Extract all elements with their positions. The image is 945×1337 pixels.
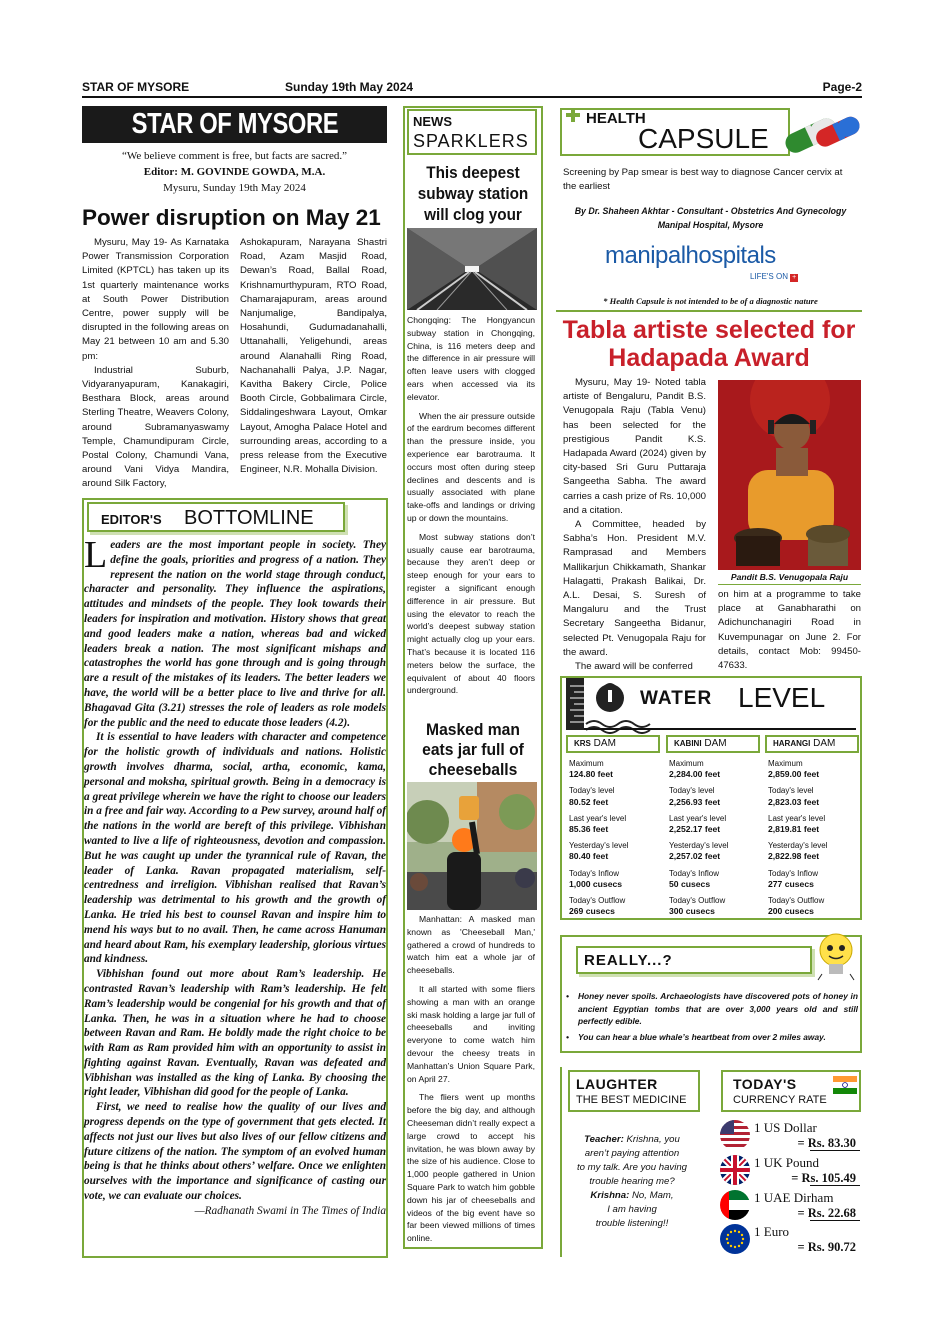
dam-krs: [566, 735, 660, 917]
editorial-para-2: It is essential to have leaders with character and competence for the holistic growth of individuals and nations. Holistic growth involves dharma, social, artha, economic, kama, personal and moksha, spiritual growth. Being in a democracy is a great privilege wherein we have the right to choose our leaders in a free and fair way. According to a Pew survey, around half of the nations in the world are bereft of this privilege. Vibhishan wanted to live a life of righteousness, devotion and compassion. But he was caught up under the tyrannical rule of Ravan, the leader of Lanka. Ravan propagated materialism, self-centredness and irreligion. Vibhishan realised that Ravan’s leadership was detrimental to his growth and the growth of Lanka. He tried his best to counsel Ravan and inspire him to mend his ways but to no avail. Then, he came across Hanuman and heard about Ram, his exemplary leadership, glorious virtues and kindness.: [84, 731, 386, 966]
bullet-icon: •: [566, 991, 569, 1001]
plus-icon: +: [792, 274, 797, 281]
currency-value: = Rs. 83.30: [797, 1136, 856, 1150]
masthead-banner: [82, 106, 387, 143]
tabla-para-4: on him at a programme to take place at Ganabharathi on Adichunchanagiri Road in Kuvempunagar on June 2. For details, contact Mob: 99450-47633.: [718, 589, 861, 672]
page-header: [82, 78, 862, 98]
masthead-info: [82, 148, 387, 196]
header-paper-name: STAR OF MYSORE: [82, 80, 190, 94]
currency-row-aed: [718, 1188, 860, 1220]
news-headline-2: Masked man eats jar full of cheeseballs: [422, 720, 524, 779]
news-story-2: [407, 913, 535, 1245]
currency-label: TODAY'S CURRENCY RATE: [721, 1070, 861, 1112]
power-para-1: Mysuru, May 19- As Karnataka Power Transmission Corporation Limited (KPTCL) has taken up its 1st quarterly maintenance works at South Power Distribution Centre, power supply will be disrupted in the following areas on May 21 between 10 am and 5.30 pm:: [82, 237, 229, 362]
eu-flag-icon: [720, 1224, 750, 1254]
power-para-2: Industrial Suburb, Vidyaranyapuram, Kanakagiri, Besthara Block, areas around Sterling Theatre, Weavers Colony, around Subramanyaswamy Temple, Chamundipuram Circle, Postal Colony, Chamundi Vana, around Vani Vidya Mandira, around Silk Factory,: [82, 364, 229, 490]
currency-value: = Rs. 22.68: [797, 1206, 856, 1220]
cheeseball-man-photo: [407, 782, 537, 910]
tabla-para-1: Mysuru, May 19- Noted tabla artiste of Bengaluru, Pandit B.S. Venugopala Raju (Tabla Venu) has been selected for the prestigious Pandit K.S. Hadapada Award (2024) given by city-based Sri Guru Puttaraja Sangeetha Sabha. The award carries a cash prize of Rs. 10,000 and a citation.: [563, 377, 706, 516]
water-label-small: WATER: [640, 688, 713, 709]
manipal-tagline: LIFE'S ON +: [750, 272, 797, 281]
editorial-para-3: Vibhishan found out more about Ram’s leadership. He contrasted Ravan’s leadership with Ram’s leadership. He felt Ram’s leadership would be congenial for his growth and that of Lanka. Then, he was in a situation where he had to choose between Ravan and Ram. He boldly made the right choice to be with Ram as Ram provided him with an opportunity to assist in fighting against Ravan. Eventually, Ravan was defeated and Vibhishan was installed as the king of Lanka. By choosing the right leader, Vibhishan did good for the people of Lanka.: [84, 968, 386, 1099]
laughter-joke: Teacher: Krishna, you aren’t paying attention to my talk. Are you having trouble hearing me? Krishna: No, Mam, I am having trouble listening!!: [576, 1134, 688, 1229]
list-item: • Honey never spoils. Archaeologists have discovered pots of honey in ancient Egyptian tombs that are over 3,000 years old and still perfectly edible.: [566, 991, 858, 1026]
editorial-label: [87, 502, 345, 532]
editorial-label-big: BOTTOMLINE: [184, 507, 314, 529]
power-col-2: Ashokapuram, Narayana Shastri Road, Azam Masjid Road, Dewan’s Road, Ballal Road, Krishnamurthypuram, RTO Road, Chamarajapuram, areas around Nanjumalige, Bandipalya, Hosahundi, Gudumadanahalli, Uttanahalli, Yeligehundi, areas around Alanahalli Ring Road, Nachanahalli Palya, J.P. Nagar, Kavitha Bakery Circle, Police Booth Circle, Gobbalimara Circle, Siddalingeshwara Layout, Omkar Layout, Amogha Palace Hotel and surrounding areas, according to a press release from the Executive Engineer, N.R. Mohalla Division.: [240, 237, 387, 476]
currency-value: = Rs. 105.49: [791, 1171, 856, 1185]
dam-kabini-header: KABINI DAM: [666, 735, 760, 753]
tabla-para-3: The award will be conferred: [575, 661, 693, 673]
tabla-artist-photo: [718, 380, 861, 570]
tabla-col-1: [563, 376, 706, 674]
uk-flag-icon: [720, 1155, 750, 1185]
news-story-1: [407, 314, 535, 697]
dam-harangi-values: Maximum 2,859.00 feet Today's level 2,823.03 feet Last year's level 2,819.81 feet Yesterday's level 2,822.98 feet Today's Inflow 277 cusecs Today's Outflow 200 cusecs: [768, 759, 828, 917]
news-label-big: SPARKLERS: [413, 131, 529, 151]
editorial-dropcap: L: [84, 534, 108, 576]
masthead-motto: “We believe comment is free, but facts are sacred.”: [121, 150, 348, 162]
tabla-photo-caption: Pandit B.S. Venugopala Raju: [718, 572, 861, 585]
tabla-para-2: A Committee, headed by Sabha’s Hon. President M.V. Ramprasad and Members Mallikarjun Chikkamath, Shankar Halagatti, Prakash Balikai, Dr. A.L. Desai, S. Suresh of Mangaluru and the Trust Secretary Sangeetha Bidanur, selected Pt. Venugopala Raju for the award.: [563, 519, 706, 658]
bullet-icon: •: [566, 1031, 569, 1042]
currency-row-gbp: [718, 1153, 860, 1185]
health-text: Screening by Pap smear is best way to diagnose Cancer cervix at the earliest: [563, 167, 843, 192]
masthead-editor: Editor: M. GOVINDE GOWDA, M.A.: [143, 166, 326, 178]
currency-unit: 1 US Dollar: [754, 1120, 817, 1135]
tabla-headline: Tabla artiste selected for Hadapada Award: [562, 316, 856, 372]
health-label-small: HEALTH: [586, 110, 646, 127]
news-label: [407, 109, 537, 155]
editorial-label-small: EDITOR'S: [101, 512, 162, 527]
health-note: * Health Capsule is not intended to be of a diagnostic nature: [603, 296, 818, 306]
news-story-2-para-3: The fliers went up months before the big day, and although Cheeseman didn’t really expect a large crowd to accept his invitation, he was blown away by the size of his audience. Close to 1,000 people gathered in Union Square Park to watch him gobble down his jar of cheeseballs and videos of the big event have so far been viewed millions of times online.: [407, 1092, 535, 1244]
header-date: Sunday 19th May 2024: [285, 80, 414, 94]
dam-harangi-header: HARANGI DAM: [765, 735, 859, 753]
subway-station-photo: [407, 228, 537, 310]
masthead-dateline: Mysuru, Sunday 19th May 2024: [163, 182, 306, 194]
health-label-big: CAPSULE: [638, 123, 769, 154]
list-item: • You can hear a blue whale’s heartbeat from over 2 miles away.: [566, 1031, 826, 1042]
news-headline-1: This deepest subway station will clog your: [417, 163, 529, 224]
dam-krs-values: Maximum 124.80 feet Today's level 80.52 feet Last year's level 85.36 feet Yesterday's level 80.40 feet Today's Inflow 1,000 cusecs Today's Outflow 269 cusecs: [569, 759, 629, 917]
currency-unit: 1 UAE Dirham: [754, 1190, 834, 1205]
currency-unit: 1 Euro: [754, 1224, 790, 1239]
currency-row-usd: [718, 1118, 860, 1150]
really-label: REALLY...?: [576, 946, 812, 974]
us-flag-icon: [720, 1120, 750, 1150]
editorial-credit: —Radhanath Swami in The Times of India: [194, 1204, 386, 1217]
dam-krs-header: KRS DAM: [566, 735, 660, 753]
lightbulb-icon: [814, 930, 860, 982]
health-byline: By Dr. Shaheen Akhtar - Consultant - Obstetrics And Gynecology Manipal Hospital, Mysore: [574, 206, 847, 230]
really-facts: [566, 990, 858, 1043]
power-col-1: [82, 236, 229, 492]
dam-harangi: [765, 735, 859, 917]
dam-kabini: [666, 735, 760, 917]
editorial-para-1: eaders are the most important people in society. They define the goals, priorities and progress of a nation. They represent the nation on the world stage through conduct, character and personality. They influence the aspirations, attitudes and mindsets of the people. They look towards their leaders for inspiration and motivation. History shows that great and good leaders make a nation, whereas bad and wicked leaders break a nation. The most significant mishaps and catastrophes the world has gone through and is going through are a result of the mistakes of its leaders. The better leaders we have, the world will be a better place to live and thrive for all. Bhagavad Gita (3.21) stresses the role of leaders as role models for the public and the need to educate those leaders (4.2).: [84, 539, 386, 729]
header-page-number: Page-2: [822, 80, 862, 94]
news-story-1-para-2: When the air pressure outside of the eardrum becomes different than the pressure inside, you experience ear barotrauma. It occurs most often during steep declines and descents and is usually associated with plane take-offs and landings or driving up or down the mountains.: [407, 410, 535, 523]
india-flag-icon: [833, 1076, 857, 1094]
news-story-1-para-3: Most subway stations don’t usually cause ear barotrauma, because they aren’t deep or steep enough for your ears to register a significant enough difference in air pressure. But using the elevator to reach the world’s deepest subway station might actually clog up your ears. That’s because it is located 116 meters below the surface, the equivalent of about 40 floors underground.: [407, 531, 535, 696]
currency-value: = Rs. 90.72: [797, 1240, 856, 1254]
editorial-body: [84, 534, 386, 1219]
editorial-para-4: First, we need to realise how the quality of our lives and progress depends on the type of government that gets elected. It affects not just our lives but also lives of our fellow citizens and future citizens of the nation. The symptom of an evolved human being is that he thinks about others’ welfare. Once we enlighten ourselves with the importance and significance of casting our vote, we can evaluate our choices.: [84, 1101, 386, 1203]
masthead-title: STAR OF MYSORE: [131, 108, 338, 140]
currency-row-eur: [718, 1222, 860, 1254]
uae-flag-icon: [720, 1190, 750, 1220]
news-story-2-para-1: Manhattan: A masked man known as 'Cheeseball Man,' gathered a crowd of hundreds to watch him eat a whole jar of cheeseballs.: [407, 914, 535, 976]
power-headline: Power disruption on May 21: [82, 205, 381, 230]
laughter-label: LAUGHTER THE BEST MEDICINE: [568, 1070, 700, 1112]
water-label-big: LEVEL: [738, 682, 826, 713]
news-label-small: NEWS: [413, 114, 452, 129]
news-story-2-para-2: It all started with some fliers showing a man with an orange ski mask holding a large jar full of cheeseballs and inviting everyone to come watch him devour the cheesy treats in Manhattan’s Union Square Park, on April 27.: [407, 983, 535, 1084]
manipal-brand-logo: manipalhospitals: [605, 242, 776, 269]
news-story-1-para-1: Chongqing: The Hongyancun subway station in Chongqing, China, is 116 meters deep and the difference in air pressure will often leave users with clogged ears when accessed via its elevator.: [407, 315, 535, 402]
dam-kabini-values: Maximum 2,284.00 feet Today's level 2,256.93 feet Last year's level 2,252.17 feet Yesterday's level 2,257.02 feet Today's Inflow 50 cusecs Today's Outflow 300 cusecs: [669, 759, 729, 917]
currency-unit: 1 UK Pound: [754, 1155, 820, 1170]
